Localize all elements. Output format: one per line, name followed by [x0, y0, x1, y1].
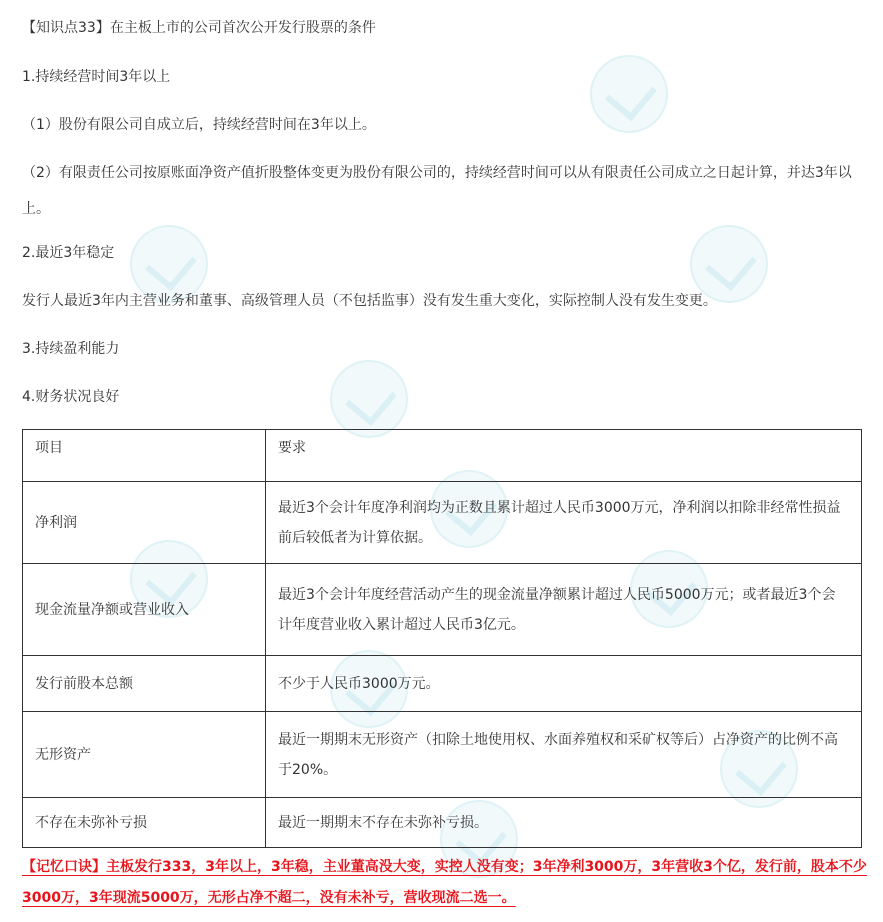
table-cell-item: 不存在未弥补亏损 [23, 798, 266, 848]
table-row [23, 564, 862, 656]
table-row [23, 712, 862, 798]
table-cell-item: 现金流量净额或营业收入 [23, 564, 266, 656]
table-cell-item: 发行前股本总额 [23, 656, 266, 712]
table-cell-item: 净利润 [23, 482, 266, 564]
table-cell-requirement: 最近3个会计年度经营活动产生的现金流量净额累计超过人民币5000万元；或者最近3个会计年度营业收入累计超过人民币3亿元。 [266, 564, 862, 656]
table-cell-requirement: 最近一期期末不存在未弥补亏损。 [266, 798, 862, 848]
memory-mnemonic: 【记忆口诀】主板发行333，3年以上，3年稳，主业董高没大变，实控人没有变；3年净利3000万，3年营收3个亿，发行前，股本不少3000万，3年现流5000万，无形占净不超二，没有未补亏，营收现流二选一。 [22, 859, 867, 906]
section-1-item-1: （1）股份有限公司自成立后，持续经营时间在3年以上。 [22, 117, 376, 133]
section-2-title: 2.最近3年稳定 [22, 245, 115, 261]
table-header-row [23, 430, 862, 482]
table-row [23, 482, 862, 564]
table-row [23, 798, 862, 848]
section-1-item-2: （2）有限责任公司按原账面净资产值折股整体变更为股份有限公司的，持续经营时间可以从有限责任公司成立之日起计算，并达3年以上。 [22, 165, 852, 217]
table-cell-requirement: 不少于人民币3000万元。 [266, 656, 862, 712]
table-cell-item: 无形资产 [23, 712, 266, 798]
section-3-title: 3.持续盈利能力 [22, 341, 120, 357]
table-header-cell: 要求 [266, 430, 862, 482]
section-4-title: 4.财务状况良好 [22, 389, 120, 405]
table-cell-requirement: 最近3个会计年度净利润均为正数且累计超过人民币3000万元，净利润以扣除非经常性损益前后较低者为计算依据。 [266, 482, 862, 564]
page-heading: 【知识点33】在主板上市的公司首次公开发行股票的条件 [22, 20, 376, 36]
table-header-cell: 项目 [23, 430, 266, 482]
table-row [23, 656, 862, 712]
section-2-body: 发行人最近3年内主营业务和董事、高级管理人员（不包括监事）没有发生重大变化，实际控制人没有发生变更。 [22, 293, 717, 309]
section-1-title: 1.持续经营时间3年以上 [22, 69, 171, 85]
financial-conditions-table [22, 429, 862, 848]
table-cell-requirement: 最近一期期末无形资产（扣除土地使用权、水面养殖权和采矿权等后）占净资产的比例不高于20%。 [266, 712, 862, 798]
